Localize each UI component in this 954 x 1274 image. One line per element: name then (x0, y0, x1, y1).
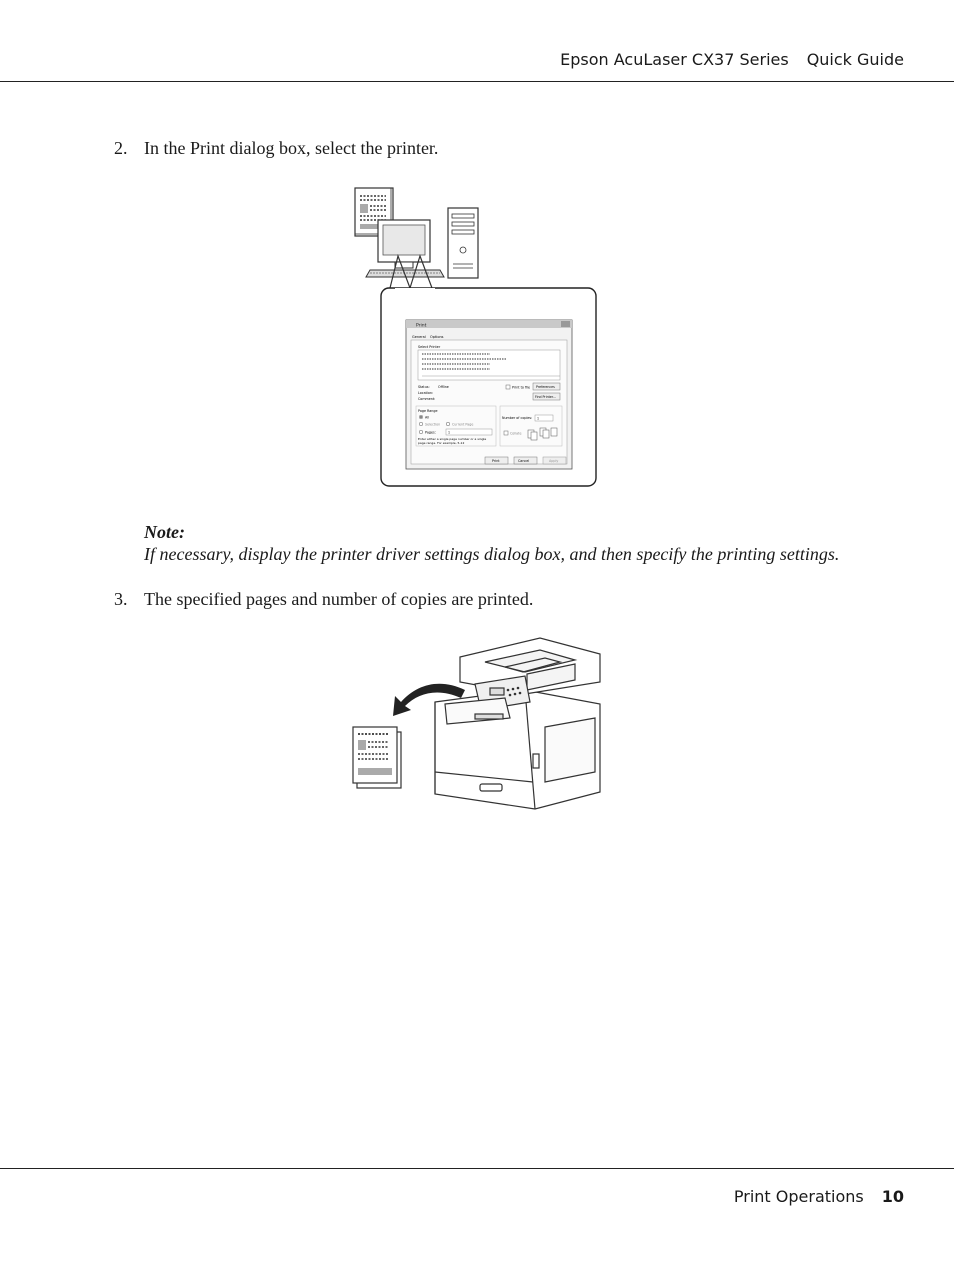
page-number: 10 (881, 1187, 904, 1206)
step-number: 2. (114, 138, 128, 158)
copies-label: Number of copies: (502, 416, 533, 420)
selection-label: Selection (425, 422, 441, 427)
step-text: The specified pages and number of copies are printed. (144, 589, 534, 609)
location-label: Location: (418, 391, 434, 395)
header-guide: Quick Guide (806, 50, 904, 69)
step-text: In the Print dialog box, select the printer. (144, 138, 439, 158)
dialog-title: Print (416, 323, 427, 329)
print-to-file-checkbox[interactable] (506, 385, 510, 389)
collate-checkbox[interactable] (504, 431, 508, 435)
pages-label: Pages: (425, 430, 436, 435)
page-range-label: Page Range (418, 409, 438, 413)
computer-print-dialog-illustration (340, 180, 610, 492)
print-dialog (406, 320, 572, 469)
hint-line-2: page range. For example, 5-12 (418, 441, 465, 445)
step-2 (114, 138, 438, 159)
pages-value: 1 (448, 430, 451, 435)
header-text (560, 50, 904, 69)
print-button-label: Print (492, 459, 500, 463)
collate-label: Collate (510, 431, 522, 436)
preferences-label: Preferences (536, 385, 555, 389)
step-3 (114, 589, 533, 610)
printer-icon (435, 638, 600, 809)
page-footer-rule (0, 1168, 954, 1169)
copies-value: 1 (537, 416, 540, 421)
computer-tower-icon (448, 208, 478, 278)
printer-list[interactable] (418, 350, 560, 380)
comment-label: Comment: (418, 397, 436, 401)
status-value: Offline (438, 385, 449, 389)
printed-pages-icon (353, 727, 401, 788)
page-footer (734, 1187, 904, 1206)
current-page-radio[interactable] (446, 422, 450, 426)
tab-general[interactable]: General (412, 335, 426, 339)
note-text: If necessary, display the printer driver settings dialog box, and then specify the printing settings. (144, 544, 840, 564)
dialog-close-button[interactable] (561, 321, 570, 327)
all-label: All (425, 415, 430, 420)
printer-output-illustration (345, 632, 610, 817)
select-printer-label: Select Printer (418, 345, 441, 349)
step-number: 3. (114, 589, 128, 609)
monitor-icon (366, 220, 444, 277)
footer-section: Print Operations (733, 1187, 864, 1206)
cancel-button-label: Cancel (518, 459, 530, 463)
pages-radio[interactable] (419, 430, 423, 434)
apply-button-label: Apply (549, 459, 559, 463)
find-printer-label: Find Printer... (535, 395, 556, 399)
print-to-file-label: Print to file (512, 385, 531, 390)
current-page-label: Current Page (452, 422, 474, 427)
tab-options[interactable]: Options (430, 335, 444, 339)
selection-radio[interactable] (419, 422, 423, 426)
hint-line-1: Enter either a single page number or a single (418, 437, 487, 441)
pages-input[interactable] (446, 429, 492, 435)
page-header (0, 0, 954, 82)
note-label: Note: (144, 522, 185, 542)
status-label: Status: (418, 385, 430, 389)
header-product: Epson AcuLaser CX37 Series (560, 50, 789, 69)
